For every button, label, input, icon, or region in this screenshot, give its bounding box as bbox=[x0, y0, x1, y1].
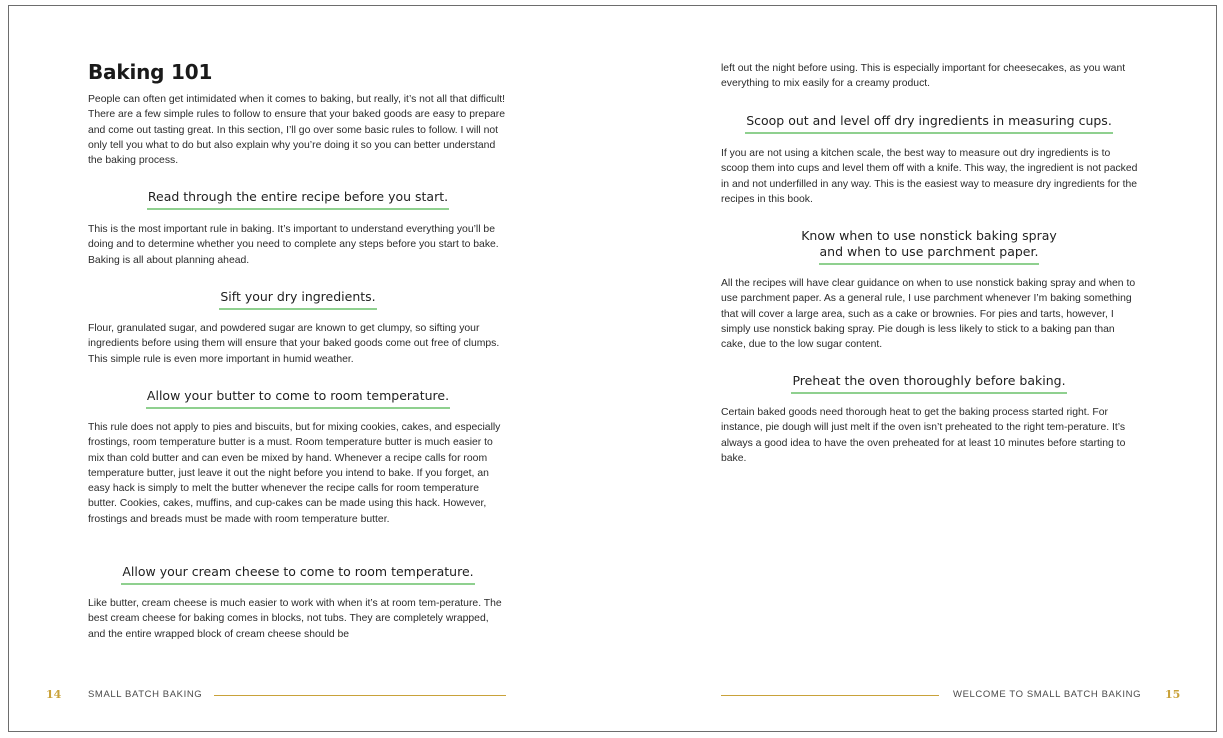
rule-heading-line-2: and when to use parchment paper. bbox=[819, 244, 1040, 265]
intro-paragraph: People can often get intimidated when it comes to baking, but really, it’s not all that difficult! There are a few simple rules to follow to ensure that your baked goods are easy to prepare and come out tasting great. In this section, I’ll go over some basic rules to follow. I will not only tell you what to do but also explain why you’re doing it so you can better understand the baking process. bbox=[88, 94, 506, 167]
rule-heading-cream-cheese bbox=[88, 564, 508, 585]
footer-rule-right bbox=[721, 695, 939, 696]
rule-heading-read-recipe bbox=[88, 189, 508, 210]
rule-paragraph-spray-parchment: All the recipes will have clear guidance on when to use nonstick baking spray and when to use parchment paper. As a general rule, I use parchment whenever I’m baking something that will cover a large area, such as a cake or brownies. For pies and tarts, however, I simply use nonstick baking spray. Pie dough is less likely to stick to a baking pan than cake, due to the low sugar content. bbox=[721, 278, 1136, 351]
rule-heading-text: Sift your dry ingredients. bbox=[219, 289, 376, 310]
rule-heading-text: Allow your cream cheese to come to room temperature. bbox=[121, 564, 474, 585]
rule-heading-butter bbox=[88, 388, 508, 409]
rule-paragraph-read-recipe: This is the most important rule in baking. It’s important to understand everything you’ll be doing and to determine whether you need to complete any steps before you start to bake. Baking is all about planning ahead. bbox=[88, 224, 499, 266]
rule-heading-preheat bbox=[721, 373, 1137, 394]
rule-paragraph-scoop: If you are not using a kitchen scale, the best way to measure out dry ingredients is to scoop them into cups and level them off with a knife. This way, the ingredient is not packed in and not underfilled in any way. This is the easiest way to measure dry ingredients for the recipes in this book. bbox=[721, 148, 1138, 205]
footer-book-title: SMALL BATCH BAKING bbox=[88, 689, 203, 700]
footer-section-title: WELCOME TO SMALL BATCH BAKING bbox=[953, 689, 1142, 700]
rule-heading-text: Preheat the oven thoroughly before baking. bbox=[791, 373, 1066, 394]
rule-paragraph-cream-cheese: Like butter, cream cheese is much easier to work with when it’s at room tem-perature. The best cream cheese for baking comes in blocks, not tubs. They are completely wrapped, and the entire wrapped block of cream cheese should be bbox=[88, 598, 502, 640]
rule-heading-scoop bbox=[721, 113, 1137, 134]
rule-paragraph-preheat: Certain baked goods need thorough heat to get the baking process started right. For instance, pie dough will just melt if the oven isn’t preheated to the right tem-perature. It’s always a good idea to have the oven preheated for at least 10 minutes before starting to bake. bbox=[721, 407, 1126, 464]
page-title: Baking 101 bbox=[88, 60, 213, 84]
rule-paragraph-butter: This rule does not apply to pies and biscuits, but for mixing cookies, cakes, and especially frostings, room temperature butter is a must. Room temperature butter is much easier to mix than cold butter and can even be mixed by hand. Whenever a recipe calls for room temperature butter, just leave it out the night before you intend to bake. If you forget, an easy hack is simply to melt the butter whenever the recipe calls for room temperature butter. Cookies, cakes, muffins, and cup-cakes can be made using this hack. However, frostings and breads must be made with room temperature butter. bbox=[88, 422, 501, 525]
rule-paragraph-sift: Flour, granulated sugar, and powdered sugar are known to get clumpy, so sifting your ingredients before using them will ensure that your baked goods come out free of clumps. This simple rule is even more important in humid weather. bbox=[88, 323, 500, 365]
footer-rule-left bbox=[214, 695, 506, 696]
rule-heading-spray-parchment bbox=[721, 228, 1137, 265]
rule-heading-text: Scoop out and level off dry ingredients in measuring cups. bbox=[745, 113, 1113, 134]
continued-paragraph: left out the night before using. This is especially important for cheesecakes, as you want everything to mix easily for a creamy product. bbox=[721, 63, 1126, 90]
rule-heading-line-1: Know when to use nonstick baking spray bbox=[801, 228, 1057, 243]
rule-heading-text: Allow your butter to come to room temperature. bbox=[146, 388, 450, 409]
rule-heading-text: Read through the entire recipe before you start. bbox=[147, 189, 449, 210]
rule-heading-sift bbox=[88, 289, 508, 310]
page-number-right: 15 bbox=[1165, 688, 1181, 701]
page-number-left: 14 bbox=[46, 688, 62, 701]
